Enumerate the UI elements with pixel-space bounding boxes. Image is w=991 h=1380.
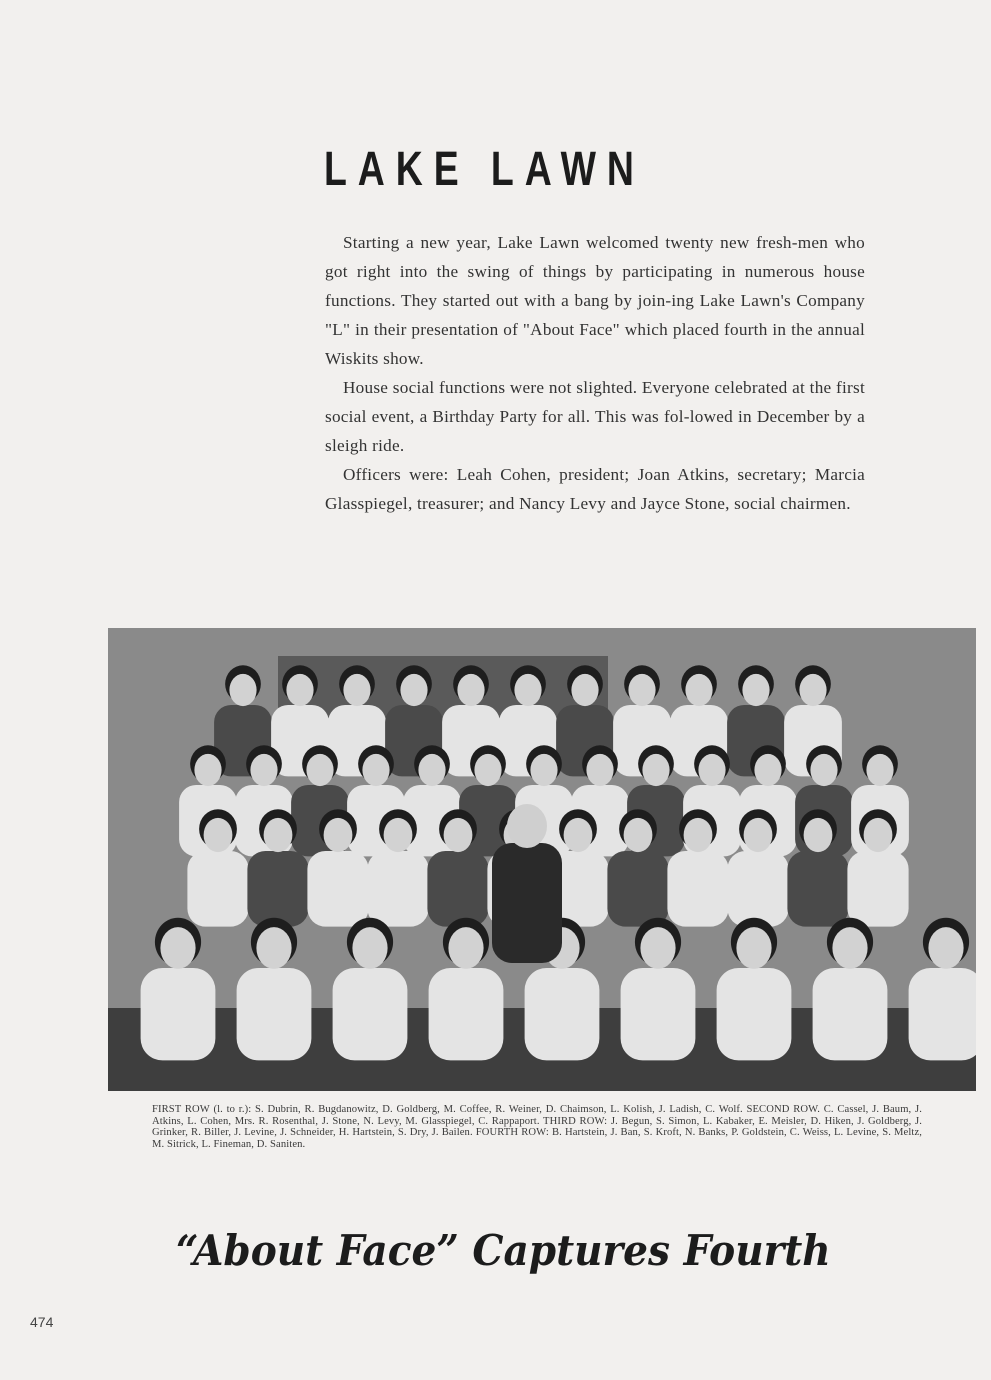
person-face — [754, 754, 781, 786]
person-face — [514, 674, 541, 706]
person-face — [448, 927, 483, 969]
person-face — [571, 674, 598, 706]
section-headline: “About Face” Captures Fourth — [176, 1226, 831, 1275]
person-face — [160, 927, 195, 969]
article-body — [325, 228, 865, 518]
person-face — [306, 754, 333, 786]
person-face — [444, 818, 473, 852]
person-face — [324, 818, 353, 852]
group-photo-image — [108, 628, 976, 1091]
person-face — [928, 927, 963, 969]
person-face — [586, 754, 613, 786]
person-face — [229, 674, 256, 706]
person-face — [698, 754, 725, 786]
photo-caption: FIRST ROW (l. to r.): S. Dubrin, R. Bugdanowitz, D. Goldberg, M. Coffee, R. Weiner, D. Chaimson, L. Kolish, J. Ladish, C. Wolf. SECOND ROW. C. Cassel, J. Baum, J. Atkins, L. Cohen, Mrs. R. Rosenthal, J. Stone, N. Levy, M. Glasspiegel, C. Rappaport. THIRD ROW: J. Begun, S. Simon, L. Kabaker, E. Meisler, D. Hiken, J. Goldberg, J. Grinker, R. Biller, J. Levine, J. Schneider, H. Hartstein, S. Dry, J. Bailen. FOURTH ROW: B. Hartstein, J. Ban, S. Kroft, N. Banks, P. Goldstein, C. Weiss, L. Levine, S. Meltz, M. Sitrick, L. Fineman, D. Saniten. — [152, 1104, 922, 1150]
person-face — [628, 674, 655, 706]
article-paragraph-2: House social functions were not slighted. Everyone celebrated at the first social event, a Birthday Party for all. This was fol-lowed in December by a sleigh ride. — [325, 378, 865, 455]
person-body — [187, 851, 248, 927]
person-face — [250, 754, 277, 786]
person-face — [736, 927, 771, 969]
person-body — [525, 968, 600, 1060]
person-body — [667, 851, 728, 927]
person-face — [866, 754, 893, 786]
person-face — [685, 674, 712, 706]
person-face — [418, 754, 445, 786]
person-body — [367, 851, 428, 927]
page-title: LAKE LAWN — [324, 143, 645, 196]
person-face — [564, 818, 593, 852]
person-body — [727, 851, 788, 927]
person-face — [264, 818, 293, 852]
person-face — [864, 818, 893, 852]
person-body-center — [492, 843, 562, 963]
page-number: 474 — [30, 1314, 54, 1330]
person-body — [427, 851, 488, 927]
person-body — [813, 968, 888, 1060]
person-body — [141, 968, 216, 1060]
person-face — [799, 674, 826, 706]
person-face — [684, 818, 713, 852]
person-body — [237, 968, 312, 1060]
person-face — [810, 754, 837, 786]
person-face — [640, 927, 675, 969]
person-face — [642, 754, 669, 786]
person-face — [194, 754, 221, 786]
person-face — [343, 674, 370, 706]
person-face — [457, 674, 484, 706]
person-face — [256, 927, 291, 969]
person-face — [832, 927, 867, 969]
person-face — [286, 674, 313, 706]
person-body — [333, 968, 408, 1060]
person-face — [530, 754, 557, 786]
person-body — [247, 851, 308, 927]
person-body — [307, 851, 368, 927]
article-paragraph-3: Officers were: Leah Cohen, president; Joan Atkins, secretary; Marcia Glasspiegel, treasurer; and Nancy Levy and Jayce Stone, social chairmen. — [325, 465, 865, 513]
group-photo — [108, 628, 976, 1091]
person-body — [607, 851, 668, 927]
person-body — [909, 968, 976, 1060]
person-face-center — [507, 804, 547, 848]
person-body — [847, 851, 908, 927]
person-face — [352, 927, 387, 969]
person-body — [717, 968, 792, 1060]
person-face — [362, 754, 389, 786]
article-paragraph-1: Starting a new year, Lake Lawn welcomed twenty new fresh-men who got right into the swing of things by participating in numerous house functions. They started out with a bang by join-ing Lake Lawn's Company "L" in their presentation of "About Face" which placed fourth in the annual Wiskits show. — [325, 233, 865, 368]
person-face — [400, 674, 427, 706]
person-face — [744, 818, 773, 852]
person-body — [429, 968, 504, 1060]
person-face — [742, 674, 769, 706]
person-face — [804, 818, 833, 852]
person-face — [384, 818, 413, 852]
person-face — [204, 818, 233, 852]
person-face — [474, 754, 501, 786]
person-face — [624, 818, 653, 852]
person-body — [787, 851, 848, 927]
person-body — [621, 968, 696, 1060]
